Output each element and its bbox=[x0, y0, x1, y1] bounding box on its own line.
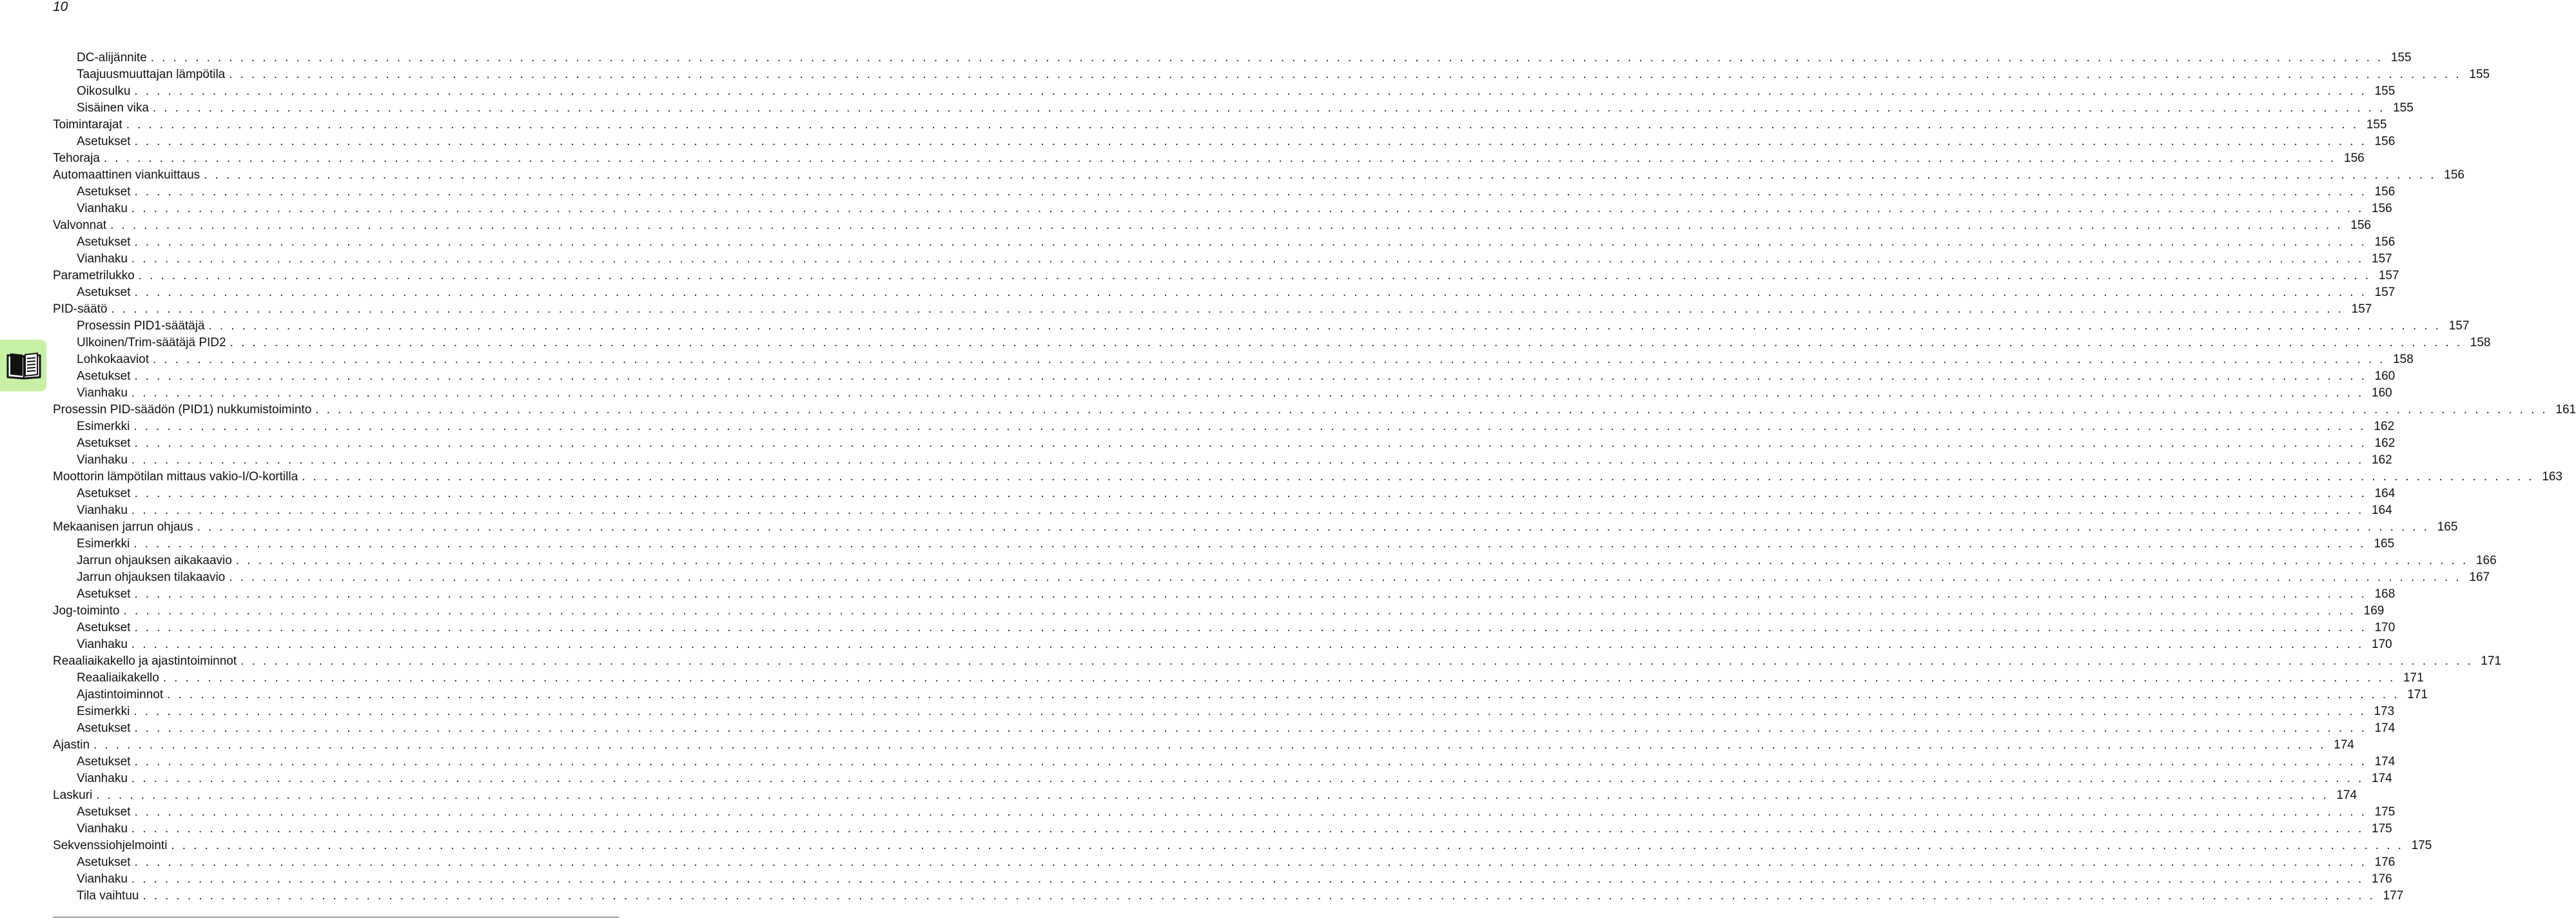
dot-leader: . . . . . . . . . . . . . . . . . . . . . . . . . . . . . . . . . . . . . . . . . . . . . . . . . . . . . . . . . . . . . . . . . . . . . . . . . . . . . . . . . . . . . . . . . . . . . . . . . . . . . . . . . . . . . . . . . . . . . . . . . . . . . . . . . . . . . . . . . . . . . . . . . . . . . . . . . . . . . . . . . . . . . . . . . . . . . . . . . . . . . . . . . . . . . . . . . . . . . . . . bbox=[134, 487, 2367, 500]
dot-leader: . . . . . . . . . . . . . . . . . . . . . . . . . . . . . . . . . . . . . . . . . . . . . . . . . . . . . . . . . . . . . . . . . . . . . . . . . . . . . . . . . . . . . . . . . . . . . . . . . . . . . . . . . . . . . . . . . . . . . . . . . . . . . . . . . . . . . . . . . . . . . . . . . . . . . . . . . . . . . . . . . . . . . . . . . . . . . . . . . . . . . . . . . . . . . . . . . . . . . . . . bbox=[131, 822, 2364, 836]
toc-entry[interactable] bbox=[53, 519, 2458, 536]
toc-entry-title: Tila vaihtuu bbox=[77, 889, 139, 903]
toc-entry-page: 175 bbox=[2411, 839, 2432, 852]
toc-entry[interactable] bbox=[53, 117, 2387, 133]
dot-leader: . . . . . . . . . . . . . . . . . . . . . . . . . . . . . . . . . . . . . . . . . . . . . . . . . . . . . . . . . . . . . . . . . . . . . . . . . . . . . . . . . . . . . . . . . . . . . . . . . . . . . . . . . . . . . . . . . . . . . . . . . . . . . . . . . . . . . . . . . . . . . . . . . . . . . . . . . . . . . . . . . . . . . . . . . . . . . . . . . . . . . . . . . . . . . . . . . . . . . . . . bbox=[235, 554, 2468, 567]
dot-leader: . . . . . . . . . . . . . . . . . . . . . . . . . . . . . . . . . . . . . . . . . . . . . . . . . . . . . . . . . . . . . . . . . . . . . . . . . . . . . . . . . . . . . . . . . . . . . . . . . . . . . . . . . . . . . . . . . . . . . . . . . . . . . . . . . . . . . . . . . . . . . . . . . . . . . . . . . . . . . . . . . . . . . . . . . . . . . . . . . . . . . . . . . . . . . . . . . . . . . . . . bbox=[134, 805, 2367, 819]
toc-entry-page: 156 bbox=[2374, 135, 2395, 148]
toc-entry-title: Asetukset bbox=[77, 135, 131, 148]
toc-entry-page: 156 bbox=[2344, 152, 2365, 165]
toc-entry-title: Prosessin PID1-säätäjä bbox=[77, 319, 205, 333]
toc-entry[interactable] bbox=[53, 871, 2392, 888]
toc-entry-title: Prosessin PID-säädön (PID1) nukkumistoiminto bbox=[53, 403, 312, 416]
toc-entry-page: 155 bbox=[2390, 51, 2412, 64]
toc-entry-page: 157 bbox=[2374, 286, 2395, 299]
toc-entry[interactable] bbox=[53, 66, 2490, 83]
toc-entry-page: 165 bbox=[2437, 520, 2458, 534]
dot-leader: . . . . . . . . . . . . . . . . . . . . . . . . . . . . . . . . . . . . . . . . . . . . . . . . . . . . . . . . . . . . . . . . . . . . . . . . . . . . . . . . . . . . . . . . . . . . . . . . . . . . . . . . . . . . . . . . . . . . . . . . . . . . . . . . . . . . . . . . . . . . . . . . . . . . . . . . . . . . . . . . . . . . . . . . . . . . . . . . . . . . . . . . . . . . . . . . . . . . . . . . bbox=[131, 504, 2364, 517]
toc-entry-title: Asetukset bbox=[77, 286, 131, 299]
toc-entry-title: Jarrun ohjauksen aikakaavio bbox=[77, 554, 232, 567]
toc-entry-title: Asetukset bbox=[77, 436, 131, 450]
toc-entry-title: Vianhaku bbox=[77, 772, 128, 785]
toc-entry-title: Asetukset bbox=[77, 856, 131, 869]
toc-entry[interactable] bbox=[53, 150, 2365, 167]
side-tab bbox=[0, 340, 46, 391]
toc-entry-page: 156 bbox=[2372, 202, 2392, 215]
toc-entry[interactable] bbox=[53, 184, 2395, 201]
toc-entry-title: Asetukset bbox=[77, 721, 131, 735]
dot-leader: . . . . . . . . . . . . . . . . . . . . . . . . . . . . . . . . . . . . . . . . . . . . . . . . . . . . . . . . . . . . . . . . . . . . . . . . . . . . . . . . . . . . . . . . . . . . . . . . . . . . . . . . . . . . . . . . . . . . . . . . . . . . . . . . . . . . . . . . . . . . . . . . . . . . . . . . . . . . . . . . . . . . . . . . . . . . . . . . . . . . . . . . . . . . . . . . . . . . . . . . bbox=[134, 436, 2367, 450]
toc-entry[interactable] bbox=[53, 251, 2392, 268]
dot-leader: . . . . . . . . . . . . . . . . . . . . . . . . . . . . . . . . . . . . . . . . . . . . . . . . . . . . . . . . . . . . . . . . . . . . . . . . . . . . . . . . . . . . . . . . . . . . . . . . . . . . . . . . . . . . . . . . . . . . . . . . . . . . . . . . . . . . . . . . . . . . . . . . . . . . . . . . . . . . . . . . . . . . . . . . . . . . . . . . . . . . . . . . . . . . . . . . . . . . . . . . bbox=[133, 537, 2366, 551]
toc-entry-page: 171 bbox=[2403, 671, 2424, 685]
toc-entry-title: Asetukset bbox=[77, 805, 131, 819]
toc-entry-page: 174 bbox=[2372, 772, 2392, 785]
toc-entry-page: 162 bbox=[2372, 453, 2392, 467]
dot-leader: . . . . . . . . . . . . . . . . . . . . . . . . . . . . . . . . . . . . . . . . . . . . . . . . . . . . . . . . . . . . . . . . . . . . . . . . . . . . . . . . . . . . . . . . . . . . . . . . . . . . . . . . . . . . . . . . . . . . . . . . . . . . . . . . . . . . . . . . . . . . . . . . . . . . . . . . . . . . . . . . . . . . . . . . . . . . . . . . . . . . . . . . . . . . . . . . . . . . . . . . bbox=[134, 721, 2367, 735]
toc-entry-title: Reaaliaikakello bbox=[77, 671, 159, 685]
toc-entry-page: 157 bbox=[2372, 252, 2392, 266]
dot-leader: . . . . . . . . . . . . . . . . . . . . . . . . . . . . . . . . . . . . . . . . . . . . . . . . . . . . . . . . . . . . . . . . . . . . . . . . . . . . . . . . . . . . . . . . . . . . . . . . . . . . . . . . . . . . . . . . . . . . . . . . . . . . . . . . . . . . . . . . . . . . . . . . . . . . . . . . . . . . . . . . . . . . . . . . . . . . . . . . . . . . . . . . . . . . . . . . . . . . . . . . bbox=[208, 319, 2441, 333]
toc-entry-page: 173 bbox=[2374, 705, 2395, 718]
toc-entry-page: 174 bbox=[2334, 738, 2354, 752]
toc-entry[interactable] bbox=[53, 201, 2392, 217]
toc-entry-title: Tehoraja bbox=[53, 152, 100, 165]
dot-leader: . . . . . . . . . . . . . . . . . . . . . . . . . . . . . . . . . . . . . . . . . . . . . . . . . . . . . . . . . . . . . . . . . . . . . . . . . . . . . . . . . . . . . . . . . . . . . . . . . . . . . . . . . . . . . . . . . . . . . . . . . . . . . . . . . . . . . . . . . . . . . . . . . . . . . . . . . . . . . . . . . . . . . . . . . . . . . . . . . . . . . . . . . . . . . . . . . . . . . . . . bbox=[134, 286, 2367, 299]
toc-entry-page: 170 bbox=[2374, 621, 2395, 634]
toc-entry-title: Sekvenssiohjelmointi bbox=[53, 839, 168, 852]
toc-entry-title: Vianhaku bbox=[77, 872, 128, 886]
toc-entry-title: Mekaanisen jarrun ohjaus bbox=[53, 520, 193, 534]
toc-entry[interactable] bbox=[53, 301, 2372, 318]
toc-entry-page: 156 bbox=[2374, 185, 2395, 199]
toc-entry-title: Asetukset bbox=[77, 185, 131, 199]
toc-entry-title: Jarrun ohjauksen tilakaavio bbox=[77, 571, 226, 584]
dot-leader: . . . . . . . . . . . . . . . . . . . . . . . . . . . . . . . . . . . . . . . . . . . . . . . . . . . . . . . . . . . . . . . . . . . . . . . . . . . . . . . . . . . . . . . . . . . . . . . . . . . . . . . . . . . . . . . . . . . . . . . . . . . . . . . . . . . . . . . . . . . . . . . . . . . . . . . . . . . . . . . . . . . . . . . . . . . . . . . . . . . . . . . . . . . . . . . . . . . . . . . . bbox=[126, 118, 2359, 132]
dot-leader: . . . . . . . . . . . . . . . . . . . . . . . . . . . . . . . . . . . . . . . . . . . . . . . . . . . . . . . . . . . . . . . . . . . . . . . . . . . . . . . . . . . . . . . . . . . . . . . . . . . . . . . . . . . . . . . . . . . . . . . . . . . . . . . . . . . . . . . . . . . . . . . . . . . . . . . . . . . . . . . . . . . . . . . . . . . . . . . . . . . . . . . . . . . . . . . . . . . . . . . . bbox=[229, 571, 2462, 584]
toc-entry-page: 156 bbox=[2444, 168, 2464, 182]
toc-entry-page: 175 bbox=[2374, 805, 2395, 819]
toc-entry[interactable] bbox=[53, 670, 2424, 687]
toc-entry[interactable] bbox=[53, 485, 2395, 502]
toc-entry-page: 155 bbox=[2366, 118, 2387, 132]
toc-entry-page: 162 bbox=[2374, 420, 2395, 433]
toc-entry-title: Asetukset bbox=[77, 621, 131, 634]
toc-entry[interactable] bbox=[53, 837, 2432, 854]
toc-entry[interactable] bbox=[53, 536, 2395, 553]
dot-leader: . . . . . . . . . . . . . . . . . . . . . . . . . . . . . . . . . . . . . . . . . . . . . . . . . . . . . . . . . . . . . . . . . . . . . . . . . . . . . . . . . . . . . . . . . . . . . . . . . . . . . . . . . . . . . . . . . . . . . . . . . . . . . . . . . . . . . . . . . . . . . . . . . . . . . . . . . . . . . . . . . . . . . . . . . . . . . . . . . . . . . . . . . . . . . . . . . . . . . . . . bbox=[197, 520, 2430, 534]
toc-entry-page: 174 bbox=[2336, 788, 2357, 802]
dot-leader: . . . . . . . . . . . . . . . . . . . . . . . . . . . . . . . . . . . . . . . . . . . . . . . . . . . . . . . . . . . . . . . . . . . . . . . . . . . . . . . . . . . . . . . . . . . . . . . . . . . . . . . . . . . . . . . . . . . . . . . . . . . . . . . . . . . . . . . . . . . . . . . . . . . . . . . . . . . . . . . . . . . . . . . . . . . . . . . . . . . . . . . . . . . . . . . . . . . . . . . . bbox=[123, 604, 2356, 618]
toc-entry-title: Asetukset bbox=[77, 235, 131, 249]
dot-leader: . . . . . . . . . . . . . . . . . . . . . . . . . . . . . . . . . . . . . . . . . . . . . . . . . . . . . . . . . . . . . . . . . . . . . . . . . . . . . . . . . . . . . . . . . . . . . . . . . . . . . . . . . . . . . . . . . . . . . . . . . . . . . . . . . . . . . . . . . . . . . . . . . . . . . . . . . . . . . . . . . . . . . . . . . . . . . . . . . . . . . . . . . . . . . . . . . . . . . . . . bbox=[131, 252, 2364, 266]
dot-leader: . . . . . . . . . . . . . . . . . . . . . . . . . . . . . . . . . . . . . . . . . . . . . . . . . . . . . . . . . . . . . . . . . . . . . . . . . . . . . . . . . . . . . . . . . . . . . . . . . . . . . . . . . . . . . . . . . . . . . . . . . . . . . . . . . . . . . . . . . . . . . . . . . . . . . . . . . . . . . . . . . . . . . . . . . . . . . . . . . . . . . . . . . . . . . . . . . . . . . . . . bbox=[131, 638, 2364, 651]
toc-entry-page: 166 bbox=[2475, 554, 2497, 567]
toc-entry[interactable] bbox=[53, 50, 2412, 66]
toc-entry-page: 176 bbox=[2372, 872, 2392, 886]
toc-entry[interactable] bbox=[53, 217, 2371, 234]
toc-entry[interactable] bbox=[53, 636, 2392, 653]
toc-entry-page: 155 bbox=[2393, 101, 2414, 115]
toc-entry[interactable] bbox=[53, 385, 2392, 402]
toc-entry-title: Asetukset bbox=[77, 587, 131, 601]
toc-entry-page: 167 bbox=[2469, 571, 2490, 584]
toc-entry-title: PID-säätö bbox=[53, 302, 108, 316]
toc-entry[interactable] bbox=[53, 787, 2357, 804]
toc-entry-page: 176 bbox=[2374, 856, 2395, 869]
toc-entry-page: 165 bbox=[2374, 537, 2395, 551]
open-book-icon bbox=[5, 351, 43, 380]
dot-leader: . . . . . . . . . . . . . . . . . . . . . . . . . . . . . . . . . . . . . . . . . . . . . . . . . . . . . . . . . . . . . . . . . . . . . . . . . . . . . . . . . . . . . . . . . . . . . . . . . . . . . . . . . . . . . . . . . . . . . . . . . . . . . . . . . . . . . . . . . . . . . . . . . . . . . . . . . . . . . . . . . . . . . . . . . . . . . . . . . . . . . . . . . . . . . . . . . . . . . . . . bbox=[134, 185, 2367, 199]
toc-entry[interactable] bbox=[53, 83, 2395, 100]
toc-entry[interactable] bbox=[53, 167, 2464, 184]
toc-entry-title: Reaaliaikakello ja ajastintoiminnot bbox=[53, 654, 237, 668]
toc-entry-page: 174 bbox=[2374, 755, 2395, 768]
toc-entry[interactable] bbox=[53, 100, 2414, 117]
toc-entry[interactable] bbox=[53, 418, 2395, 435]
toc-entry-page: 163 bbox=[2542, 470, 2562, 484]
toc-entry[interactable] bbox=[53, 804, 2395, 821]
toc-entry[interactable] bbox=[53, 720, 2395, 737]
dot-leader: . . . . . . . . . . . . . . . . . . . . . . . . . . . . . . . . . . . . . . . . . . . . . . . . . . . . . . . . . . . . . . . . . . . . . . . . . . . . . . . . . . . . . . . . . . . . . . . . . . . . . . . . . . . . . . . . . . . . . . . . . . . . . . . . . . . . . . . . . . . . . . . . . . . . . . . . . . . . . . . . . . . . . . . . . . . . . . . . . . . . . . . . . . . . . . . . . . . . . . . . bbox=[103, 152, 2336, 165]
dot-leader: . . . . . . . . . . . . . . . . . . . . . . . . . . . . . . . . . . . . . . . . . . . . . . . . . . . . . . . . . . . . . . . . . . . . . . . . . . . . . . . . . . . . . . . . . . . . . . . . . . . . . . . . . . . . . . . . . . . . . . . . . . . . . . . . . . . . . . . . . . . . . . . . . . . . . . . . . . . . . . . . . . . . . . . . . . . . . . . . . . . . . . . . . . . . . . . . . . . . . . . . bbox=[138, 269, 2371, 282]
toc-entry[interactable] bbox=[53, 452, 2392, 469]
toc-entry-page: 174 bbox=[2374, 721, 2395, 735]
dot-leader: . . . . . . . . . . . . . . . . . . . . . . . . . . . . . . . . . . . . . . . . . . . . . . . . . . . . . . . . . . . . . . . . . . . . . . . . . . . . . . . . . . . . . . . . . . . . . . . . . . . . . . . . . . . . . . . . . . . . . . . . . . . . . . . . . . . . . . . . . . . . . . . . . . . . . . . . . . . . . . . . . . . . . . . . . . . . . . . . . . . . . . . . . . . . . . . . . . . . . . . . bbox=[134, 587, 2367, 601]
toc-entry-page: 162 bbox=[2374, 436, 2395, 450]
toc-entry-page: 164 bbox=[2372, 504, 2392, 517]
toc-entry-title: Ulkoinen/Trim-säätäjä PID2 bbox=[77, 336, 226, 349]
toc-entry[interactable] bbox=[53, 770, 2392, 787]
toc-entry[interactable] bbox=[53, 687, 2428, 703]
dot-leader: . . . . . . . . . . . . . . . . . . . . . . . . . . . . . . . . . . . . . . . . . . . . . . . . . . . . . . . . . . . . . . . . . . . . . . . . . . . . . . . . . . . . . . . . . . . . . . . . . . . . . . . . . . . . . . . . . . . . . . . . . . . . . . . . . . . . . . . . . . . . . . . . . . . . . . . . . . . . . . . . . . . . . . . . . . . . . . . . . . . . . . . . . . . . . . . . . . . . . . . . bbox=[162, 671, 2395, 685]
dot-leader: . . . . . . . . . . . . . . . . . . . . . . . . . . . . . . . . . . . . . . . . . . . . . . . . . . . . . . . . . . . . . . . . . . . . . . . . . . . . . . . . . . . . . . . . . . . . . . . . . . . . . . . . . . . . . . . . . . . . . . . . . . . . . . . . . . . . . . . . . . . . . . . . . . . . . . . . . . . . . . . . . . . . . . . . . . . . . . . . . . . . . . . . . . . . . . . . . . . . . . . . bbox=[150, 51, 2383, 64]
toc-entry-page: 170 bbox=[2372, 638, 2392, 651]
toc-entry-page: 160 bbox=[2374, 369, 2395, 383]
toc-entry-title: Vianhaku bbox=[77, 202, 128, 215]
toc-entry-title: Esimerkki bbox=[77, 420, 130, 433]
toc-entry-page: 168 bbox=[2374, 587, 2395, 601]
toc-entry[interactable] bbox=[53, 234, 2395, 251]
toc-entry[interactable] bbox=[53, 368, 2395, 385]
dot-leader: . . . . . . . . . . . . . . . . . . . . . . . . . . . . . . . . . . . . . . . . . . . . . . . . . . . . . . . . . . . . . . . . . . . . . . . . . . . . . . . . . . . . . . . . . . . . . . . . . . . . . . . . . . . . . . . . . . . . . . . . . . . . . . . . . . . . . . . . . . . . . . . . . . . . . . . . . . . . . . . . . . . . . . . . . . . . . . . . . . . . . . . . . . . . . . . . . . . . . . . . bbox=[229, 68, 2462, 81]
toc-entry-title: Asetukset bbox=[77, 369, 131, 383]
toc-entry[interactable] bbox=[53, 754, 2395, 770]
dot-leader: . . . . . . . . . . . . . . . . . . . . . . . . . . . . . . . . . . . . . . . . . . . . . . . . . . . . . . . . . . . . . . . . . . . . . . . . . . . . . . . . . . . . . . . . . . . . . . . . . . . . . . . . . . . . . . . . . . . . . . . . . . . . . . . . . . . . . . . . . . . . . . . . . . . . . . . . . . . . . . . . . . . . . . . . . . . . . . . . . . . . . . . . . . . . . . . . . . . . . . . . bbox=[131, 872, 2364, 886]
toc-entry-page: 171 bbox=[2481, 654, 2502, 668]
toc-entry-page: 164 bbox=[2374, 487, 2395, 500]
toc-entry-title: Taajuusmuuttajan lämpötila bbox=[77, 68, 226, 81]
toc-entry-title: Asetukset bbox=[77, 755, 131, 768]
toc-entry[interactable] bbox=[53, 469, 2562, 485]
dot-leader: . . . . . . . . . . . . . . . . . . . . . . . . . . . . . . . . . . . . . . . . . . . . . . . . . . . . . . . . . . . . . . . . . . . . . . . . . . . . . . . . . . . . . . . . . . . . . . . . . . . . . . . . . . . . . . . . . . . . . . . . . . . . . . . . . . . . . . . . . . . . . . . . . . . . . . . . . . . . . . . . . . . . . . . . . . . . . . . . . . . . . . . . . . . . . . . . . . . . . . . . bbox=[134, 135, 2367, 148]
toc-entry-page: 155 bbox=[2469, 68, 2490, 81]
dot-leader: . . . . . . . . . . . . . . . . . . . . . . . . . . . . . . . . . . . . . . . . . . . . . . . . . . . . . . . . . . . . . . . . . . . . . . . . . . . . . . . . . . . . . . . . . . . . . . . . . . . . . . . . . . . . . . . . . . . . . . . . . . . . . . . . . . . . . . . . . . . . . . . . . . . . . . . . . . . . . . . . . . . . . . . . . . . . . . . . . . . . . . . . . . . . . . . . . . . . . . . . bbox=[134, 755, 2367, 768]
toc-entry-title: Sisäinen vika bbox=[77, 101, 149, 115]
table-of-contents bbox=[53, 50, 2576, 905]
dot-leader: . . . . . . . . . . . . . . . . . . . . . . . . . . . . . . . . . . . . . . . . . . . . . . . . . . . . . . . . . . . . . . . . . . . . . . . . . . . . . . . . . . . . . . . . . . . . . . . . . . . . . . . . . . . . . . . . . . . . . . . . . . . . . . . . . . . . . . . . . . . . . . . . . . . . . . . . . . . . . . . . . . . . . . . . . . . . . . . . . . . . . . . . . . . . . . . . . . . . . . . . bbox=[152, 353, 2385, 366]
toc-entry-page: 156 bbox=[2350, 219, 2371, 232]
dot-leader: . . . . . . . . . . . . . . . . . . . . . . . . . . . . . . . . . . . . . . . . . . . . . . . . . . . . . . . . . . . . . . . . . . . . . . . . . . . . . . . . . . . . . . . . . . . . . . . . . . . . . . . . . . . . . . . . . . . . . . . . . . . . . . . . . . . . . . . . . . . . . . . . . . . . . . . . . . . . . . . . . . . . . . . . . . . . . . . . . . . . . . . . . . . . . . . . . . . . . . . . bbox=[134, 84, 2367, 98]
dot-leader: . . . . . . . . . . . . . . . . . . . . . . . . . . . . . . . . . . . . . . . . . . . . . . . . . . . . . . . . . . . . . . . . . . . . . . . . . . . . . . . . . . . . . . . . . . . . . . . . . . . . . . . . . . . . . . . . . . . . . . . . . . . . . . . . . . . . . . . . . . . . . . . . . . . . . . . . . . . . . . . . . . . . . . . . . . . . . . . . . . . . . . . . . . . . . . . . . . . . . . . . bbox=[142, 889, 2376, 903]
toc-entry-title: Esimerkki bbox=[77, 537, 130, 551]
toc-entry[interactable] bbox=[53, 703, 2395, 720]
toc-entry-title: Asetukset bbox=[77, 487, 131, 500]
toc-entry-page: 177 bbox=[2383, 889, 2404, 903]
toc-entry[interactable] bbox=[53, 351, 2414, 368]
toc-entry[interactable] bbox=[53, 569, 2490, 586]
dot-leader: . . . . . . . . . . . . . . . . . . . . . . . . . . . . . . . . . . . . . . . . . . . . . . . . . . . . . . . . . . . . . . . . . . . . . . . . . . . . . . . . . . . . . . . . . . . . . . . . . . . . . . . . . . . . . . . . . . . . . . . . . . . . . . . . . . . . . . . . . . . . . . . . . . . . . . . . . . . . . . . . . . . . . . . . . . . . . . . . . . . . . . . . . . . . . . . . . . . . . . . . bbox=[131, 453, 2364, 467]
toc-entry-page: 171 bbox=[2407, 688, 2428, 701]
toc-entry-page: 157 bbox=[2448, 319, 2470, 333]
toc-entry[interactable] bbox=[53, 502, 2392, 519]
toc-entry-page: 158 bbox=[2470, 336, 2491, 349]
toc-entry-title: Vianhaku bbox=[77, 822, 128, 836]
toc-entry[interactable] bbox=[53, 888, 2404, 905]
toc-entry-title: Vianhaku bbox=[77, 638, 128, 651]
toc-entry-page: 156 bbox=[2374, 235, 2395, 249]
toc-entry[interactable] bbox=[53, 133, 2395, 150]
dot-leader: . . . . . . . . . . . . . . . . . . . . . . . . . . . . . . . . . . . . . . . . . . . . . . . . . . . . . . . . . . . . . . . . . . . . . . . . . . . . . . . . . . . . . . . . . . . . . . . . . . . . . . . . . . . . . . . . . . . . . . . . . . . . . . . . . . . . . . . . . . . . . . . . . . . . . . . . . . . . . . . . . . . . . . . . . . . . . . . . . . . . . . . . . . . . . . . . . . . . . . . . bbox=[93, 738, 2326, 752]
dot-leader: . . . . . . . . . . . . . . . . . . . . . . . . . . . . . . . . . . . . . . . . . . . . . . . . . . . . . . . . . . . . . . . . . . . . . . . . . . . . . . . . . . . . . . . . . . . . . . . . . . . . . . . . . . . . . . . . . . . . . . . . . . . . . . . . . . . . . . . . . . . . . . . . . . . . . . . . . . . . . . . . . . . . . . . . . . . . . . . . . . . . . . . . . . . . . . . . . . . . . . . . bbox=[315, 403, 2548, 416]
toc-entry-title: Jog-toiminto bbox=[53, 604, 120, 618]
dot-leader: . . . . . . . . . . . . . . . . . . . . . . . . . . . . . . . . . . . . . . . . . . . . . . . . . . . . . . . . . . . . . . . . . . . . . . . . . . . . . . . . . . . . . . . . . . . . . . . . . . . . . . . . . . . . . . . . . . . . . . . . . . . . . . . . . . . . . . . . . . . . . . . . . . . . . . . . . . . . . . . . . . . . . . . . . . . . . . . . . . . . . . . . . . . . . . . . . . . . . . . . bbox=[133, 420, 2366, 433]
toc-entry-title: Vianhaku bbox=[77, 453, 128, 467]
toc-entry[interactable] bbox=[53, 653, 2502, 670]
toc-entry-page: 175 bbox=[2372, 822, 2392, 836]
toc-entry-title: Laskuri bbox=[53, 788, 93, 802]
toc-entry[interactable] bbox=[53, 620, 2395, 636]
toc-entry-page: 157 bbox=[2378, 269, 2399, 282]
toc-entry-page: 157 bbox=[2351, 302, 2372, 316]
toc-entry[interactable] bbox=[53, 553, 2497, 569]
toc-entry[interactable] bbox=[53, 603, 2385, 620]
toc-entry-title: Ajastintoiminnot bbox=[77, 688, 164, 701]
toc-entry-title: Ajastin bbox=[53, 738, 90, 752]
toc-entry-page: 161 bbox=[2555, 403, 2576, 416]
toc-entry[interactable] bbox=[53, 821, 2392, 837]
toc-entry[interactable] bbox=[53, 284, 2395, 301]
dot-leader: . . . . . . . . . . . . . . . . . . . . . . . . . . . . . . . . . . . . . . . . . . . . . . . . . . . . . . . . . . . . . . . . . . . . . . . . . . . . . . . . . . . . . . . . . . . . . . . . . . . . . . . . . . . . . . . . . . . . . . . . . . . . . . . . . . . . . . . . . . . . . . . . . . . . . . . . . . . . . . . . . . . . . . . . . . . . . . . . . . . . . . . . . . . . . . . . . . . . . . . . bbox=[134, 856, 2367, 869]
dot-leader: . . . . . . . . . . . . . . . . . . . . . . . . . . . . . . . . . . . . . . . . . . . . . . . . . . . . . . . . . . . . . . . . . . . . . . . . . . . . . . . . . . . . . . . . . . . . . . . . . . . . . . . . . . . . . . . . . . . . . . . . . . . . . . . . . . . . . . . . . . . . . . . . . . . . . . . . . . . . . . . . . . . . . . . . . . . . . . . . . . . . . . . . . . . . . . . . . . . . . . . . bbox=[131, 772, 2364, 785]
toc-entry-title: Vianhaku bbox=[77, 504, 128, 517]
dot-leader: . . . . . . . . . . . . . . . . . . . . . . . . . . . . . . . . . . . . . . . . . . . . . . . . . . . . . . . . . . . . . . . . . . . . . . . . . . . . . . . . . . . . . . . . . . . . . . . . . . . . . . . . . . . . . . . . . . . . . . . . . . . . . . . . . . . . . . . . . . . . . . . . . . . . . . . . . . . . . . . . . . . . . . . . . . . . . . . . . . . . . . . . . . . . . . . . . . . . . . . . bbox=[134, 621, 2367, 634]
toc-entry-title: Parametrilukko bbox=[53, 269, 135, 282]
dot-leader: . . . . . . . . . . . . . . . . . . . . . . . . . . . . . . . . . . . . . . . . . . . . . . . . . . . . . . . . . . . . . . . . . . . . . . . . . . . . . . . . . . . . . . . . . . . . . . . . . . . . . . . . . . . . . . . . . . . . . . . . . . . . . . . . . . . . . . . . . . . . . . . . . . . . . . . . . . . . . . . . . . . . . . . . . . . . . . . . . . . . . . . . . . . . . . . . . . . . . . . . bbox=[134, 369, 2367, 383]
dot-leader: . . . . . . . . . . . . . . . . . . . . . . . . . . . . . . . . . . . . . . . . . . . . . . . . . . . . . . . . . . . . . . . . . . . . . . . . . . . . . . . . . . . . . . . . . . . . . . . . . . . . . . . . . . . . . . . . . . . . . . . . . . . . . . . . . . . . . . . . . . . . . . . . . . . . . . . . . . . . . . . . . . . . . . . . . . . . . . . . . . . . . . . . . . . . . . . . . . . . . . . . bbox=[302, 470, 2534, 484]
dot-leader: . . . . . . . . . . . . . . . . . . . . . . . . . . . . . . . . . . . . . . . . . . . . . . . . . . . . . . . . . . . . . . . . . . . . . . . . . . . . . . . . . . . . . . . . . . . . . . . . . . . . . . . . . . . . . . . . . . . . . . . . . . . . . . . . . . . . . . . . . . . . . . . . . . . . . . . . . . . . . . . . . . . . . . . . . . . . . . . . . . . . . . . . . . . . . . . . . . . . . . . . bbox=[131, 202, 2364, 215]
toc-entry-page: 155 bbox=[2374, 84, 2395, 98]
toc-entry-title: DC-alijännite bbox=[77, 51, 147, 64]
dot-leader: . . . . . . . . . . . . . . . . . . . . . . . . . . . . . . . . . . . . . . . . . . . . . . . . . . . . . . . . . . . . . . . . . . . . . . . . . . . . . . . . . . . . . . . . . . . . . . . . . . . . . . . . . . . . . . . . . . . . . . . . . . . . . . . . . . . . . . . . . . . . . . . . . . . . . . . . . . . . . . . . . . . . . . . . . . . . . . . . . . . . . . . . . . . . . . . . . . . . . . . . bbox=[229, 336, 2463, 349]
toc-entry[interactable] bbox=[53, 435, 2395, 452]
dot-leader: . . . . . . . . . . . . . . . . . . . . . . . . . . . . . . . . . . . . . . . . . . . . . . . . . . . . . . . . . . . . . . . . . . . . . . . . . . . . . . . . . . . . . . . . . . . . . . . . . . . . . . . . . . . . . . . . . . . . . . . . . . . . . . . . . . . . . . . . . . . . . . . . . . . . . . . . . . . . . . . . . . . . . . . . . . . . . . . . . . . . . . . . . . . . . . . . . . . . . . . . bbox=[131, 386, 2364, 400]
toc-entry-title: Lohkokaaviot bbox=[77, 353, 149, 366]
dot-leader: . . . . . . . . . . . . . . . . . . . . . . . . . . . . . . . . . . . . . . . . . . . . . . . . . . . . . . . . . . . . . . . . . . . . . . . . . . . . . . . . . . . . . . . . . . . . . . . . . . . . . . . . . . . . . . . . . . . . . . . . . . . . . . . . . . . . . . . . . . . . . . . . . . . . . . . . . . . . . . . . . . . . . . . . . . . . . . . . . . . . . . . . . . . . . . . . . . . . . . . . bbox=[240, 654, 2474, 668]
toc-entry-title: Moottorin lämpötilan mittaus vakio-I/O-kortilla bbox=[53, 470, 298, 484]
toc-entry[interactable] bbox=[53, 854, 2395, 871]
dot-leader: . . . . . . . . . . . . . . . . . . . . . . . . . . . . . . . . . . . . . . . . . . . . . . . . . . . . . . . . . . . . . . . . . . . . . . . . . . . . . . . . . . . . . . . . . . . . . . . . . . . . . . . . . . . . . . . . . . . . . . . . . . . . . . . . . . . . . . . . . . . . . . . . . . . . . . . . . . . . . . . . . . . . . . . . . . . . . . . . . . . . . . . . . . . . . . . . . . . . . . . . bbox=[110, 219, 2343, 232]
toc-entry-page: 169 bbox=[2363, 604, 2385, 618]
toc-entry-title: Esimerkki bbox=[77, 705, 130, 718]
toc-entry-title: Toimintarajat bbox=[53, 118, 122, 132]
toc-entry[interactable] bbox=[53, 268, 2399, 284]
toc-entry-page: 160 bbox=[2372, 386, 2392, 400]
dot-leader: . . . . . . . . . . . . . . . . . . . . . . . . . . . . . . . . . . . . . . . . . . . . . . . . . . . . . . . . . . . . . . . . . . . . . . . . . . . . . . . . . . . . . . . . . . . . . . . . . . . . . . . . . . . . . . . . . . . . . . . . . . . . . . . . . . . . . . . . . . . . . . . . . . . . . . . . . . . . . . . . . . . . . . . . . . . . . . . . . . . . . . . . . . . . . . . . . . . . . . . . bbox=[171, 839, 2404, 852]
toc-entry-title: Vianhaku bbox=[77, 252, 128, 266]
toc-entry[interactable] bbox=[53, 402, 2576, 418]
dot-leader: . . . . . . . . . . . . . . . . . . . . . . . . . . . . . . . . . . . . . . . . . . . . . . . . . . . . . . . . . . . . . . . . . . . . . . . . . . . . . . . . . . . . . . . . . . . . . . . . . . . . . . . . . . . . . . . . . . . . . . . . . . . . . . . . . . . . . . . . . . . . . . . . . . . . . . . . . . . . . . . . . . . . . . . . . . . . . . . . . . . . . . . . . . . . . . . . . . . . . . . . bbox=[133, 705, 2366, 718]
toc-entry[interactable] bbox=[53, 586, 2395, 603]
dot-leader: . . . . . . . . . . . . . . . . . . . . . . . . . . . . . . . . . . . . . . . . . . . . . . . . . . . . . . . . . . . . . . . . . . . . . . . . . . . . . . . . . . . . . . . . . . . . . . . . . . . . . . . . . . . . . . . . . . . . . . . . . . . . . . . . . . . . . . . . . . . . . . . . . . . . . . . . . . . . . . . . . . . . . . . . . . . . . . . . . . . . . . . . . . . . . . . . . . . . . . . . bbox=[152, 101, 2385, 115]
dot-leader: . . . . . . . . . . . . . . . . . . . . . . . . . . . . . . . . . . . . . . . . . . . . . . . . . . . . . . . . . . . . . . . . . . . . . . . . . . . . . . . . . . . . . . . . . . . . . . . . . . . . . . . . . . . . . . . . . . . . . . . . . . . . . . . . . . . . . . . . . . . . . . . . . . . . . . . . . . . . . . . . . . . . . . . . . . . . . . . . . . . . . . . . . . . . . . . . . . . . . . . . bbox=[111, 302, 2344, 316]
dot-leader: . . . . . . . . . . . . . . . . . . . . . . . . . . . . . . . . . . . . . . . . . . . . . . . . . . . . . . . . . . . . . . . . . . . . . . . . . . . . . . . . . . . . . . . . . . . . . . . . . . . . . . . . . . . . . . . . . . . . . . . . . . . . . . . . . . . . . . . . . . . . . . . . . . . . . . . . . . . . . . . . . . . . . . . . . . . . . . . . . . . . . . . . . . . . . . . . . . . . . . . . bbox=[204, 168, 2436, 182]
toc-entry-title: Valvonnat bbox=[53, 219, 107, 232]
dot-leader: . . . . . . . . . . . . . . . . . . . . . . . . . . . . . . . . . . . . . . . . . . . . . . . . . . . . . . . . . . . . . . . . . . . . . . . . . . . . . . . . . . . . . . . . . . . . . . . . . . . . . . . . . . . . . . . . . . . . . . . . . . . . . . . . . . . . . . . . . . . . . . . . . . . . . . . . . . . . . . . . . . . . . . . . . . . . . . . . . . . . . . . . . . . . . . . . . . . . . . . . bbox=[96, 788, 2329, 802]
dot-leader: . . . . . . . . . . . . . . . . . . . . . . . . . . . . . . . . . . . . . . . . . . . . . . . . . . . . . . . . . . . . . . . . . . . . . . . . . . . . . . . . . . . . . . . . . . . . . . . . . . . . . . . . . . . . . . . . . . . . . . . . . . . . . . . . . . . . . . . . . . . . . . . . . . . . . . . . . . . . . . . . . . . . . . . . . . . . . . . . . . . . . . . . . . . . . . . . . . . . . . . . bbox=[134, 235, 2367, 249]
toc-entry-title: Oikosulku bbox=[77, 84, 131, 98]
toc-entry-page: 158 bbox=[2393, 353, 2414, 366]
dot-leader: . . . . . . . . . . . . . . . . . . . . . . . . . . . . . . . . . . . . . . . . . . . . . . . . . . . . . . . . . . . . . . . . . . . . . . . . . . . . . . . . . . . . . . . . . . . . . . . . . . . . . . . . . . . . . . . . . . . . . . . . . . . . . . . . . . . . . . . . . . . . . . . . . . . . . . . . . . . . . . . . . . . . . . . . . . . . . . . . . . . . . . . . . . . . . . . . . . . . . . . . bbox=[167, 688, 2399, 701]
toc-entry[interactable] bbox=[53, 335, 2491, 351]
toc-entry[interactable] bbox=[53, 318, 2470, 335]
page-number: 10 bbox=[53, 0, 68, 14]
toc-entry-title: Automaattinen viankuittaus bbox=[53, 168, 200, 182]
toc-entry-title: Vianhaku bbox=[77, 386, 128, 400]
toc-entry[interactable] bbox=[53, 737, 2354, 754]
